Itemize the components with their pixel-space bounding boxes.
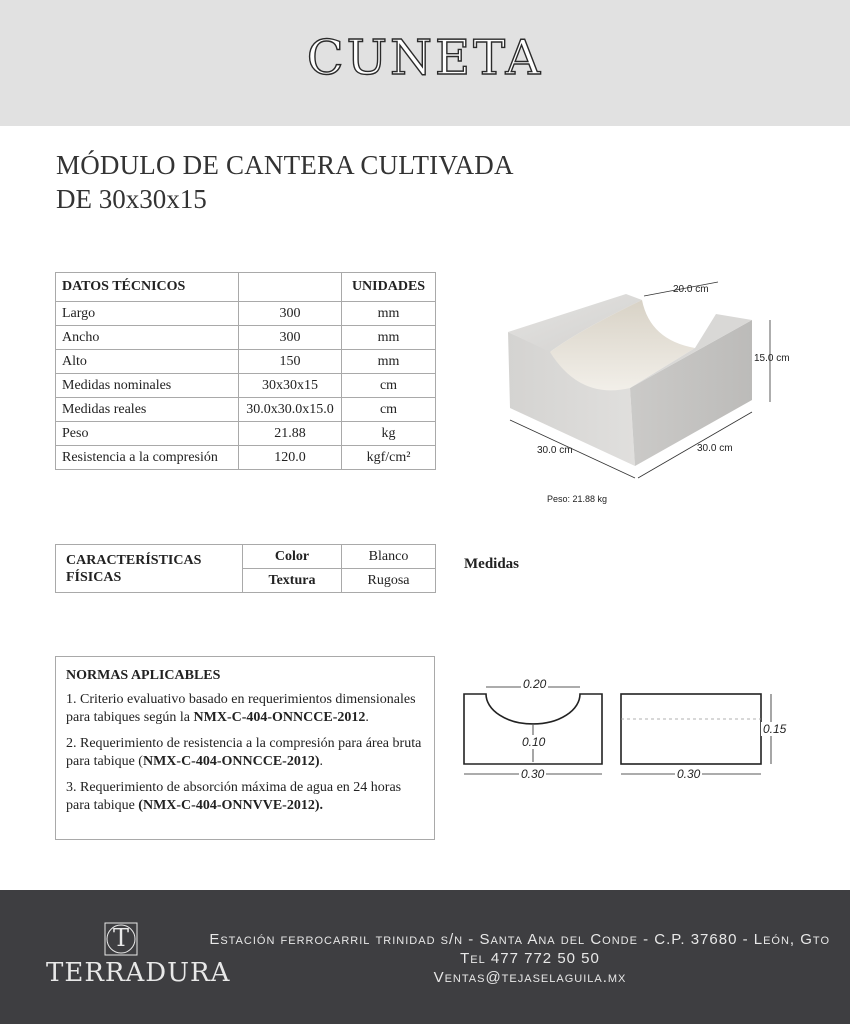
phys-label-line2: FÍSICAS <box>66 569 122 585</box>
drawing-label-side-width: 0.30 <box>677 767 701 781</box>
normas-box <box>55 656 435 840</box>
normas-title: NORMAS APLICABLES <box>66 668 221 683</box>
phys-prop-value: Rugosa <box>342 569 436 593</box>
tech-cell-label: Largo <box>56 302 239 326</box>
tech-data-table <box>55 272 436 470</box>
table-row <box>56 326 436 350</box>
product-title-line2: DE 30x30x15 <box>56 184 207 214</box>
drawing-label-depth: 0.10 <box>522 735 546 749</box>
tech-cell-value: 30.0x30.0x15.0 <box>239 398 342 422</box>
tech-cell-value: 300 <box>239 326 342 350</box>
brand-name: TERRADURA <box>46 958 231 988</box>
table-row <box>56 374 436 398</box>
tech-cell-value: 21.88 <box>239 422 342 446</box>
tech-cell-unit: cm <box>342 374 436 398</box>
table-row <box>56 398 436 422</box>
normas-item: 1. Criterio evaluativo basado en requerimientos dimensionales para tabiques según la NMX-C-404-ONNCCE-2012. <box>66 692 416 725</box>
table-row <box>56 302 436 326</box>
address: Estación ferrocarril trinidad s/n - Santa Ana del Conde - C.P. 37680 - León, Gto <box>209 931 830 948</box>
dim-label-top: 20.0 cm <box>673 284 709 295</box>
tech-cell-unit: kg <box>342 422 436 446</box>
dim-label-right: 15.0 cm <box>754 353 790 364</box>
tech-cell-label: Ancho <box>56 326 239 350</box>
drawing-label-height: 0.15 <box>763 722 787 736</box>
drawing-label-front-width: 0.30 <box>521 767 545 781</box>
tech-cell-value: 30x30x15 <box>239 374 342 398</box>
tech-table-header <box>56 273 436 302</box>
tech-cell-value: 150 <box>239 350 342 374</box>
tech-cell-value: 120.0 <box>239 446 342 470</box>
phys-label-line1: CARACTERÍSTICAS <box>66 552 202 568</box>
table-row <box>56 422 436 446</box>
phys-prop-name: Color <box>243 545 342 569</box>
tech-cell-label: Medidas reales <box>56 398 239 422</box>
norma-code: NMX-C-404-ONNCCE-2012) <box>142 754 320 769</box>
tech-cell-unit: mm <box>342 350 436 374</box>
tech-header-units: UNIDADES <box>342 273 436 302</box>
tech-header-value <box>239 273 342 302</box>
side-view-outline <box>621 694 761 764</box>
email[interactable]: Ventas@tejaselaguila.mx <box>433 969 627 986</box>
tech-cell-unit: mm <box>342 326 436 350</box>
tech-cell-label: Alto <box>56 350 239 374</box>
page-title: CUNETA <box>306 30 544 86</box>
norma-code: (NMX-C-404-ONNVVE-2012). <box>138 798 323 813</box>
tech-cell-label: Resistencia a la compresión <box>56 446 239 470</box>
product-title-line1: MÓDULO DE CANTERA CULTIVADA <box>56 150 514 180</box>
phys-prop-value: Blanco <box>342 545 436 569</box>
tech-cell-value: 300 <box>239 302 342 326</box>
tech-header-label: DATOS TÉCNICOS <box>56 273 239 302</box>
medidas-label: Medidas <box>464 556 520 572</box>
technical-drawing <box>455 670 800 790</box>
physical-characteristics-table <box>55 544 436 593</box>
drawing-label-top-width: 0.20 <box>523 677 547 691</box>
norma-code: NMX-C-404-ONNCCE-2012 <box>193 710 366 725</box>
tech-cell-unit: mm <box>342 302 436 326</box>
table-row <box>56 545 436 569</box>
tech-cell-unit: cm <box>342 398 436 422</box>
tech-cell-label: Medidas nominales <box>56 374 239 398</box>
logo-letter: T <box>112 924 129 952</box>
phys-label <box>56 545 243 593</box>
tech-cell-unit: kgf/cm² <box>342 446 436 470</box>
normas-item: 3. Requerimiento de absorción máxima de agua en 24 horas para tabique (NMX-C-404-ONNVVE-2012). <box>66 780 402 813</box>
tech-cell-label: Peso <box>56 422 239 446</box>
product-photo <box>490 270 810 510</box>
normas-item: 2. Requerimiento de resistencia a la compresión para área bruta para tabique (NMX-C-404-ONNCCE-2012). <box>66 736 422 769</box>
table-row <box>56 446 436 470</box>
phys-prop-name: Textura <box>243 569 342 593</box>
phone: Tel 477 772 50 50 <box>460 950 600 967</box>
dim-label-left-bottom: 30.0 cm <box>537 445 573 456</box>
contact-block <box>200 930 830 987</box>
dim-label-right-bottom: 30.0 cm <box>697 443 733 454</box>
table-row <box>56 350 436 374</box>
weight-caption: Peso: 21.88 kg <box>547 494 608 504</box>
